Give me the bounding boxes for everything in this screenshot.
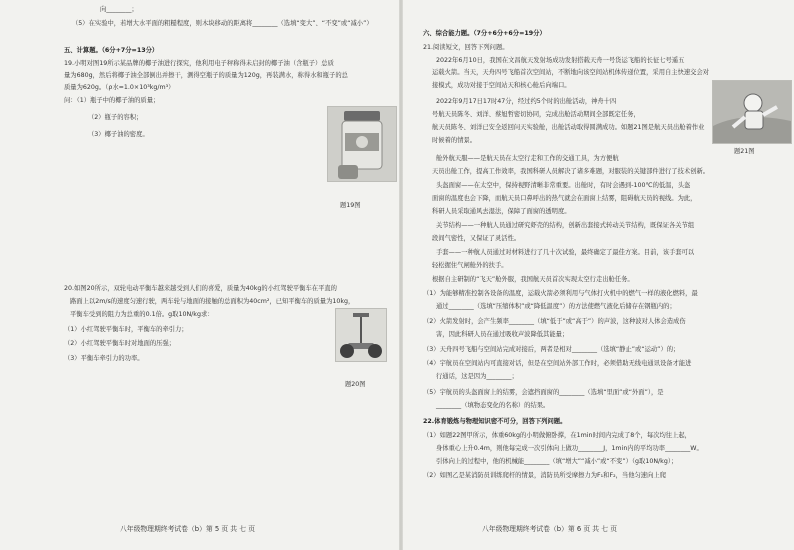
text-line: 路面上以2m/s的速度匀速行驶，两车轮与地面的接触的总面积为40cm²，已知平衡车的质量为10kg，: [70, 298, 355, 305]
text-line: ________（填物态变化的名称）的结果。: [436, 402, 550, 409]
text-line: 段间气密性，又保证了灵活性。: [432, 235, 521, 242]
fig19-caption: 题19图: [340, 202, 361, 209]
text-line: 向________；: [100, 6, 138, 13]
question-line: （3）天舟四号飞船与空间站完成对接后，两者是相对________（选填“静止”或“运动”）的；: [423, 346, 680, 353]
text-line: （2）瓶子的容积；: [88, 114, 143, 121]
question-line: （1）为能够精准控制各设备的温度，运载火箭必须利用与气体打火机中的燃气一样的液化燃料，最: [423, 290, 698, 297]
question-line: （2）如图乙是某消防员训练爬杆的情景，消防员所受摩擦力为F₁和F₂，当他匀速向上爬: [423, 472, 666, 479]
text-line: 身体重心上升0.4m，则他每完成一次引体向上做功________J，1min内的平均功率________W。: [436, 445, 703, 452]
text-line: 害，因此科研人员在通过吸收声波降低其能量；: [436, 331, 569, 338]
balance-scooter-photo: [335, 308, 387, 362]
text-line: 2022年9月17日17时47分，经过约5个时的出舱活动，神舟十四: [436, 98, 617, 105]
text-line: 面窗的温度也会下降，而航天员口鼻呼出的热气就会在面窗上结雾，阻碍航天员的视线。为此，: [432, 195, 697, 202]
text-line: 航天员陈冬、刘洋已安全返回问天实验舱，出舱活动取得圆满成功。如题21图是航天员出舱着作业: [432, 124, 705, 131]
text-line: 科研人员采取通风去湿法，保障了面窗的透明度。: [432, 208, 571, 215]
text-line: （2）小红驾驶平衡车时对地面的压强；: [64, 340, 176, 347]
text-line: 时候着的情景。: [432, 137, 477, 144]
text-line: （3）平衡车牵引力的功率。: [64, 355, 144, 362]
text-line: 号航天员陈冬、刘洋、蔡旭哲密切协同，完成出舱活动期间全部既定任务，: [432, 111, 640, 118]
text-line: 2022年6月10日，我国在文昌航天发射场成功发射搭载天舟一号货运飞船的长征七号遥五: [436, 57, 685, 64]
text-line: 关节结构——一种航人员通过研究虾壳的结构，创新出套接式转动关节结构，既保证各关节组: [436, 222, 695, 229]
text-line: 运载火箭。当天，天舟四号飞船首次空间站，不断地向该空间站机体传递位置，采用自主快速交会对: [432, 69, 710, 76]
text-line: 问：（1）瓶子中的椰子油的质量；: [64, 97, 160, 104]
text-line: 质量为620g。（ρ水=1.0×10³kg/m³）: [64, 84, 175, 91]
text-line: 头盔面窗——在太空中，保持视野清晰非常重要。出舱时，有时会遇到-100℃的低温，头盔: [436, 182, 691, 189]
text-line: 行通话，这是因为________；: [436, 373, 518, 380]
text-line: 轻松握住气闸舱外的扶手。: [432, 262, 508, 269]
question-line: （1）如题22图甲所示，体重60kg的小明做俯卧撑，在1min时间内完成了8个，每次均往上起，: [423, 432, 691, 439]
coconut-oil-jar-photo: [327, 106, 397, 182]
question-line: （2）火箭发射时，会产生频率________（填“低于”或“高于”）的声波，这种波对人体会造成伤: [423, 318, 686, 325]
page-footer: 八年级物理期终考试卷（b）第 5 页 共 七 页: [120, 525, 255, 533]
text-line: 量为680g，然后将椰子油全部倒出并擦干，测得空瓶子的质量为120g，再装满水，称得水和瓶子的总: [64, 72, 348, 79]
text-line: 天员出舱工作，提高工作效率，我国科研人员解决了诸多难题，对服装的关键部件进行了技术创新。: [432, 168, 710, 175]
question-heading: 22.体育锻炼与物理知识密不可分，回答下列问题。: [423, 418, 567, 425]
text-line: 接模式，成功对接于空间站天和核心舱后向端口。: [432, 82, 571, 89]
fig21-caption: 题21图: [734, 148, 755, 155]
section-heading: 六、综合能力题。（7分+6分+6分=19分）: [423, 30, 546, 37]
text-line: （5）在实验中，若增大水平面的粗糙程度，则木块移动的距离将________（选填“变大”、“不变”或“减小”）: [72, 20, 373, 27]
text-line: 通过________（选填“压缩体积”或“降低温度”）的方法使燃气液化后储存在钢瓶内的；: [436, 303, 676, 310]
text-line: （1）小红驾驶平衡车时，平衡车的牵引力；: [64, 326, 188, 333]
fig20-caption: 题20图: [345, 381, 366, 388]
text-line: 19.小明对图19所示某品牌的椰子油进行探究，他利用电子秤称得未启封的椰子油（含瓶子）总质: [64, 60, 334, 67]
text-line: 21.阅读短文，回答下列问题。: [423, 44, 509, 51]
text-line: 根据自主研制的“飞天”舱外服，我国航天员首次实现太空行走出舱任务。: [432, 276, 634, 283]
text-line: 舱外航天服——是航天员在太空行走和工作的交通工具，为方便航: [436, 155, 619, 162]
text-line: （3）椰子油的密度。: [88, 131, 149, 138]
text-line: 引体向上的过程中，他的机械能________（填“增大”“减小”或“不变”）（g取10N/kg）；: [436, 458, 678, 465]
text-line: 20.如图20所示，双轮电动平衡车越来越受到人们的喜爱，质量为40kg的小红驾驶平衡车在平直的: [64, 285, 337, 292]
question-line: （5）宇航员的头盔面窗上的结雾，会遮挡面窗的________（选填“里面”或“外面”），是: [423, 389, 664, 396]
question-line: （4）宇航员在空间站内可直接对话，但是在空间站外部工作时，必须借助无线电通讯设备才能进: [423, 360, 692, 367]
right-page: [402, 0, 794, 550]
page-footer: 八年级物理期终考试卷（b）第 6 页 共 七 页: [482, 525, 617, 533]
spacewalk-photo: [712, 80, 792, 144]
text-line: 平衡车受到的阻力为总重的0.1倍。g取10N/kg求：: [70, 311, 214, 318]
text-line: 手套——一种航人员通过对材料进行了几十次试验，最终确定了最佳方案。目前，该手套可以: [436, 249, 695, 256]
section-heading: 五、计算题。（6分+7分=13分）: [64, 47, 159, 54]
